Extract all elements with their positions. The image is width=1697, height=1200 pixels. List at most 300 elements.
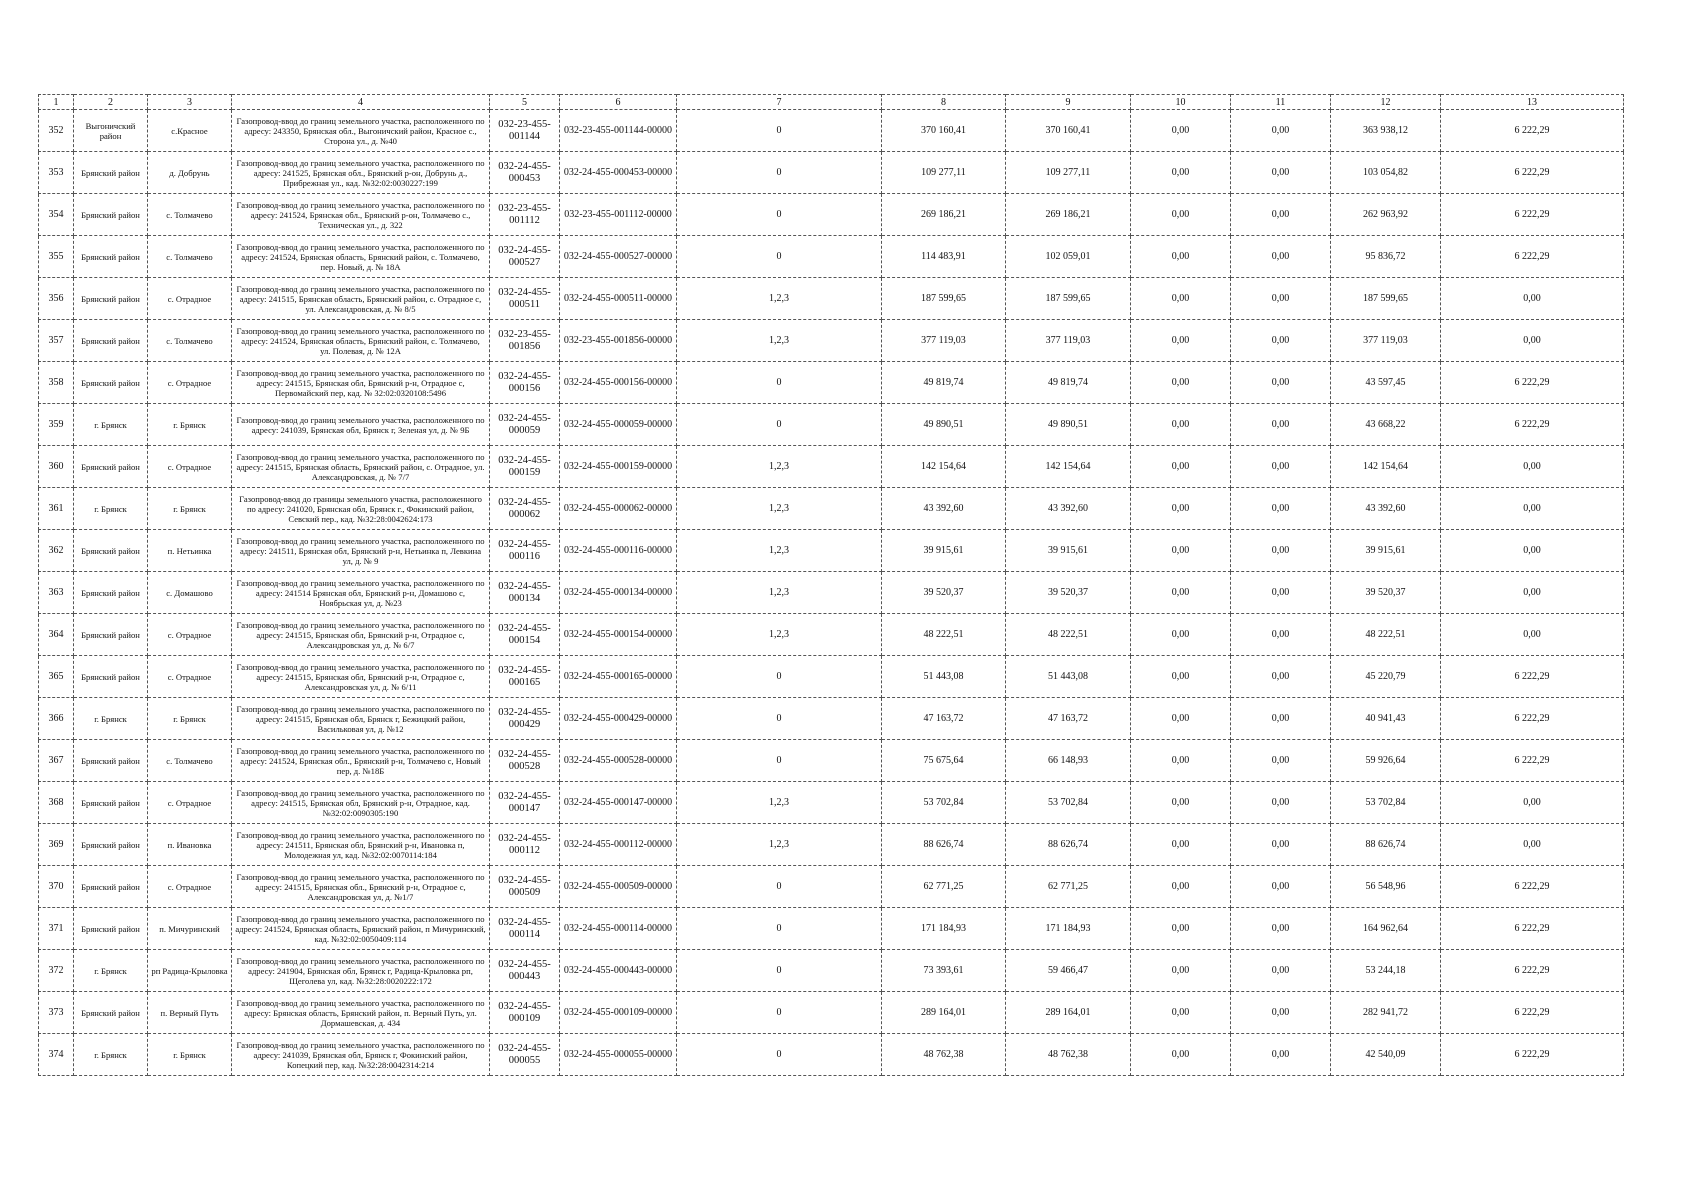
- cell-amount-col13: 6 222,29: [1441, 950, 1624, 992]
- cell-amount-total: 289 164,01: [882, 992, 1006, 1034]
- cell-object-description: Газопровод-ввод до границ земельного участка, расположенного по адресу: 241515, Брянская обл., Брянский р-н, Отрадное с, Александровская ул, д. №1/7: [232, 866, 490, 908]
- cell-settlement: д. Добрунь: [148, 152, 232, 194]
- column-header-4: 4: [232, 95, 490, 110]
- cell-source-code: 0: [677, 362, 882, 404]
- cell-amount-col9: 88 626,74: [1006, 824, 1131, 866]
- cell-row-number: 359: [39, 404, 74, 446]
- cell-amount-col12: 95 836,72: [1331, 236, 1441, 278]
- cell-amount-col12: 187 599,65: [1331, 278, 1441, 320]
- cell-amount-col12: 43 668,22: [1331, 404, 1441, 446]
- cell-amount-col10: 0,00: [1131, 194, 1231, 236]
- cell-settlement: г. Брянск: [148, 698, 232, 740]
- cell-source-code: 1,2,3: [677, 824, 882, 866]
- cell-row-number: 353: [39, 152, 74, 194]
- cell-row-number: 357: [39, 320, 74, 362]
- cell-amount-col10: 0,00: [1131, 950, 1231, 992]
- cell-object-description: Газопровод-ввод до границ земельного участка, расположенного по адресу: 241904, Брянская обл, Брянск г, Радица-Крыловка рп, Щеголева ул, кад. №32:28:0020222:172: [232, 950, 490, 992]
- cell-amount-col10: 0,00: [1131, 278, 1231, 320]
- cell-amount-col11: 0,00: [1231, 782, 1331, 824]
- cell-settlement: с. Отрадное: [148, 614, 232, 656]
- cell-source-code: 0: [677, 992, 882, 1034]
- cell-amount-total: 49 819,74: [882, 362, 1006, 404]
- cell-object-code: 032-24-455-000055: [490, 1034, 560, 1076]
- cell-object-code: 032-24-455-000134: [490, 572, 560, 614]
- cell-amount-col9: 53 702,84: [1006, 782, 1131, 824]
- cell-full-code: 032-24-455-000147-00000: [560, 782, 677, 824]
- cell-amount-col12: 88 626,74: [1331, 824, 1441, 866]
- cell-object-description: Газопровод-ввод до границ земельного участка, расположенного по адресу: 241524, Брянская обл., Брянский р-н, Толмачево с, Новый пер, д. №18Б: [232, 740, 490, 782]
- cell-amount-col10: 0,00: [1131, 572, 1231, 614]
- column-header-5: 5: [490, 95, 560, 110]
- cell-full-code: 032-24-455-000453-00000: [560, 152, 677, 194]
- cell-row-number: 372: [39, 950, 74, 992]
- cell-amount-col11: 0,00: [1231, 236, 1331, 278]
- cell-source-code: 0: [677, 866, 882, 908]
- cell-amount-col11: 0,00: [1231, 320, 1331, 362]
- cell-amount-total: 62 771,25: [882, 866, 1006, 908]
- cell-amount-col11: 0,00: [1231, 446, 1331, 488]
- table-row: [39, 320, 1624, 362]
- cell-row-number: 355: [39, 236, 74, 278]
- cell-row-number: 352: [39, 110, 74, 152]
- cell-amount-col11: 0,00: [1231, 572, 1331, 614]
- cell-object-description: Газопровод-ввод до границ земельного участка, расположенного по адресу: 241515, Брянская обл, Брянский р-н, Отрадное с, Александровская ул, д. № 6/7: [232, 614, 490, 656]
- cell-amount-col11: 0,00: [1231, 110, 1331, 152]
- cell-amount-col12: 39 520,37: [1331, 572, 1441, 614]
- cell-district: г. Брянск: [74, 404, 148, 446]
- cell-source-code: 1,2,3: [677, 446, 882, 488]
- cell-district: Брянский район: [74, 572, 148, 614]
- cell-amount-col10: 0,00: [1131, 698, 1231, 740]
- cell-source-code: 0: [677, 152, 882, 194]
- cell-amount-col9: 48 762,38: [1006, 1034, 1131, 1076]
- cell-amount-col13: 0,00: [1441, 824, 1624, 866]
- cell-object-description: Газопровод-ввод до границ земельного участка, расположенного по адресу: 241515, Брянская область, Брянский район, с. Отрадное с, ул. Александровская, д. № 8/5: [232, 278, 490, 320]
- cell-amount-total: 48 762,38: [882, 1034, 1006, 1076]
- cell-object-description: Газопровод-ввод до границ земельного участка, расположенного по адресу: 241524, Брянская область, Брянский район, п Мичуринский, кад. №32:02:0050409:114: [232, 908, 490, 950]
- cell-full-code: 032-23-455-001856-00000: [560, 320, 677, 362]
- cell-amount-col11: 0,00: [1231, 950, 1331, 992]
- cell-full-code: 032-24-455-000116-00000: [560, 530, 677, 572]
- table-row: [39, 152, 1624, 194]
- cell-settlement: с. Отрадное: [148, 362, 232, 404]
- cell-object-description: Газопровод-ввод до границ земельного участка, расположенного по адресу: 241515, Брянская обл, Брянский р-н, Отрадное с, Первомайский пер, кад. № 32:02:0320108:5496: [232, 362, 490, 404]
- cell-full-code: 032-24-455-000165-00000: [560, 656, 677, 698]
- cell-amount-col11: 0,00: [1231, 866, 1331, 908]
- cell-amount-col10: 0,00: [1131, 866, 1231, 908]
- table-row: [39, 362, 1624, 404]
- cell-settlement: г. Брянск: [148, 404, 232, 446]
- cell-settlement: с. Толмачево: [148, 236, 232, 278]
- column-header-8: 8: [882, 95, 1006, 110]
- cell-settlement: с. Отрадное: [148, 278, 232, 320]
- cell-amount-col11: 0,00: [1231, 278, 1331, 320]
- cell-amount-col11: 0,00: [1231, 698, 1331, 740]
- cell-object-code: 032-24-455-000165: [490, 656, 560, 698]
- cell-object-code: 032-24-455-000156: [490, 362, 560, 404]
- cell-amount-col9: 109 277,11: [1006, 152, 1131, 194]
- cell-amount-col11: 0,00: [1231, 530, 1331, 572]
- gas-pipeline-table: [38, 94, 1624, 1076]
- cell-amount-total: 142 154,64: [882, 446, 1006, 488]
- cell-object-code: 032-23-455-001112: [490, 194, 560, 236]
- cell-object-code: 032-24-455-000527: [490, 236, 560, 278]
- cell-amount-col13: 6 222,29: [1441, 362, 1624, 404]
- cell-amount-col13: 0,00: [1441, 530, 1624, 572]
- cell-amount-col13: 6 222,29: [1441, 866, 1624, 908]
- cell-amount-col13: 0,00: [1441, 488, 1624, 530]
- cell-full-code: 032-24-455-000511-00000: [560, 278, 677, 320]
- cell-amount-col10: 0,00: [1131, 320, 1231, 362]
- cell-district: Брянский район: [74, 446, 148, 488]
- cell-object-code: 032-24-455-000443: [490, 950, 560, 992]
- cell-amount-col10: 0,00: [1131, 614, 1231, 656]
- cell-amount-col11: 0,00: [1231, 404, 1331, 446]
- cell-settlement: г. Брянск: [148, 1034, 232, 1076]
- cell-settlement: с. Толмачево: [148, 740, 232, 782]
- cell-source-code: 1,2,3: [677, 278, 882, 320]
- cell-full-code: 032-24-455-000527-00000: [560, 236, 677, 278]
- cell-source-code: 0: [677, 908, 882, 950]
- cell-amount-col11: 0,00: [1231, 614, 1331, 656]
- table-row: [39, 614, 1624, 656]
- cell-district: Брянский район: [74, 908, 148, 950]
- cell-district: Брянский район: [74, 362, 148, 404]
- cell-amount-col13: 6 222,29: [1441, 698, 1624, 740]
- cell-amount-col9: 48 222,51: [1006, 614, 1131, 656]
- cell-amount-col13: 0,00: [1441, 446, 1624, 488]
- cell-district: Брянский район: [74, 152, 148, 194]
- cell-amount-col9: 66 148,93: [1006, 740, 1131, 782]
- cell-amount-col12: 48 222,51: [1331, 614, 1441, 656]
- cell-row-number: 354: [39, 194, 74, 236]
- cell-amount-col12: 282 941,72: [1331, 992, 1441, 1034]
- cell-object-description: Газопровод-ввод до границ земельного участка, расположенного по адресу: 241511, Брянская обл, Брянский р-н, Нетьинка п, Левкина ул, д. № 9: [232, 530, 490, 572]
- cell-full-code: 032-24-455-000059-00000: [560, 404, 677, 446]
- cell-amount-col9: 269 186,21: [1006, 194, 1131, 236]
- cell-source-code: 1,2,3: [677, 782, 882, 824]
- table-row: [39, 782, 1624, 824]
- cell-settlement: г. Брянск: [148, 488, 232, 530]
- cell-amount-col12: 103 054,82: [1331, 152, 1441, 194]
- table-row: [39, 992, 1624, 1034]
- cell-district: Брянский район: [74, 656, 148, 698]
- cell-district: Брянский район: [74, 866, 148, 908]
- cell-amount-col9: 43 392,60: [1006, 488, 1131, 530]
- cell-amount-col12: 39 915,61: [1331, 530, 1441, 572]
- cell-full-code: 032-24-455-000109-00000: [560, 992, 677, 1034]
- cell-amount-col13: 6 222,29: [1441, 992, 1624, 1034]
- cell-object-description: Газопровод-ввод до границ земельного участка, расположенного по адресу: 241039, Брянская обл, Брянск г, Фокинский район, Копецкий пер, кад. №32:28:0042314:214: [232, 1034, 490, 1076]
- column-header-3: 3: [148, 95, 232, 110]
- cell-object-code: 032-24-455-000112: [490, 824, 560, 866]
- cell-amount-col9: 370 160,41: [1006, 110, 1131, 152]
- cell-source-code: 0: [677, 698, 882, 740]
- column-header-2: 2: [74, 95, 148, 110]
- cell-source-code: 1,2,3: [677, 572, 882, 614]
- cell-full-code: 032-24-455-000528-00000: [560, 740, 677, 782]
- cell-settlement: с. Толмачево: [148, 320, 232, 362]
- cell-amount-col9: 59 466,47: [1006, 950, 1131, 992]
- cell-object-code: 032-24-455-000154: [490, 614, 560, 656]
- cell-row-number: 374: [39, 1034, 74, 1076]
- cell-amount-col9: 51 443,08: [1006, 656, 1131, 698]
- column-header-13: 13: [1441, 95, 1624, 110]
- cell-amount-col13: 6 222,29: [1441, 656, 1624, 698]
- cell-object-code: 032-24-455-000528: [490, 740, 560, 782]
- cell-full-code: 032-24-455-000429-00000: [560, 698, 677, 740]
- cell-source-code: 0: [677, 950, 882, 992]
- cell-object-description: Газопровод-ввод до границ земельного участка, расположенного по адресу: 241511, Брянская обл, Брянский р-н, Ивановка п, Молодежная ул, кад. №32:02:0070114:184: [232, 824, 490, 866]
- cell-district: г. Брянск: [74, 1034, 148, 1076]
- cell-source-code: 0: [677, 236, 882, 278]
- cell-amount-col11: 0,00: [1231, 194, 1331, 236]
- cell-amount-col10: 0,00: [1131, 488, 1231, 530]
- cell-object-description: Газопровод-ввод до границ земельного участка, расположенного по адресу: 241515, Брянская область, Брянский район, с. Отрадное, ул. Александровская, д. № 7/7: [232, 446, 490, 488]
- cell-object-description: Газопровод-ввод до границ земельного участка, расположенного по адресу: 241515, Брянская обл, Брянский р-н, Отрадное с, Александровская ул, д. № 6/11: [232, 656, 490, 698]
- cell-source-code: 1,2,3: [677, 320, 882, 362]
- cell-full-code: 032-24-455-000509-00000: [560, 866, 677, 908]
- cell-amount-col10: 0,00: [1131, 110, 1231, 152]
- cell-amount-col13: 6 222,29: [1441, 908, 1624, 950]
- table-row: [39, 698, 1624, 740]
- cell-amount-total: 47 163,72: [882, 698, 1006, 740]
- cell-amount-col9: 377 119,03: [1006, 320, 1131, 362]
- cell-amount-col10: 0,00: [1131, 908, 1231, 950]
- cell-amount-col13: 0,00: [1441, 614, 1624, 656]
- cell-full-code: 032-24-455-000134-00000: [560, 572, 677, 614]
- cell-amount-total: 39 915,61: [882, 530, 1006, 572]
- cell-amount-total: 75 675,64: [882, 740, 1006, 782]
- cell-amount-col10: 0,00: [1131, 236, 1231, 278]
- cell-settlement: с. Отрадное: [148, 656, 232, 698]
- column-header-11: 11: [1231, 95, 1331, 110]
- cell-full-code: 032-24-455-000112-00000: [560, 824, 677, 866]
- cell-settlement: рп Радица-Крыловка: [148, 950, 232, 992]
- column-header-10: 10: [1131, 95, 1231, 110]
- cell-row-number: 358: [39, 362, 74, 404]
- cell-row-number: 371: [39, 908, 74, 950]
- cell-row-number: 363: [39, 572, 74, 614]
- cell-amount-col10: 0,00: [1131, 1034, 1231, 1076]
- cell-row-number: 361: [39, 488, 74, 530]
- cell-row-number: 369: [39, 824, 74, 866]
- cell-amount-col10: 0,00: [1131, 656, 1231, 698]
- cell-settlement: п. Нетьинка: [148, 530, 232, 572]
- cell-amount-col11: 0,00: [1231, 488, 1331, 530]
- cell-amount-total: 43 392,60: [882, 488, 1006, 530]
- table-row: [39, 908, 1624, 950]
- cell-amount-total: 51 443,08: [882, 656, 1006, 698]
- table-row: [39, 866, 1624, 908]
- cell-amount-total: 269 186,21: [882, 194, 1006, 236]
- cell-amount-col12: 53 702,84: [1331, 782, 1441, 824]
- cell-amount-total: 39 520,37: [882, 572, 1006, 614]
- cell-settlement: п. Мичуринский: [148, 908, 232, 950]
- cell-district: Брянский район: [74, 824, 148, 866]
- cell-amount-total: 109 277,11: [882, 152, 1006, 194]
- cell-amount-col11: 0,00: [1231, 1034, 1331, 1076]
- cell-object-code: 032-24-455-000062: [490, 488, 560, 530]
- cell-amount-total: 114 483,91: [882, 236, 1006, 278]
- cell-row-number: 370: [39, 866, 74, 908]
- cell-amount-col12: 262 963,92: [1331, 194, 1441, 236]
- cell-settlement: с. Толмачево: [148, 194, 232, 236]
- cell-object-code: 032-24-455-000511: [490, 278, 560, 320]
- cell-district: Брянский район: [74, 278, 148, 320]
- cell-source-code: 0: [677, 404, 882, 446]
- cell-amount-col13: 0,00: [1441, 782, 1624, 824]
- document-sheet: [38, 94, 1623, 1076]
- cell-amount-col11: 0,00: [1231, 152, 1331, 194]
- cell-district: Выгоничский район: [74, 110, 148, 152]
- cell-amount-col12: 45 220,79: [1331, 656, 1441, 698]
- cell-row-number: 367: [39, 740, 74, 782]
- cell-amount-total: 370 160,41: [882, 110, 1006, 152]
- cell-object-description: Газопровод-ввод до границ земельного участка, расположенного по адресу: Брянская область, Брянский район, п. Верный Путь, ул. Дормашевская, д. 434: [232, 992, 490, 1034]
- cell-amount-col13: 6 222,29: [1441, 404, 1624, 446]
- cell-settlement: с.Красное: [148, 110, 232, 152]
- cell-source-code: 0: [677, 656, 882, 698]
- cell-object-description: Газопровод-ввод до границ земельного участка, расположенного по адресу: 241515, Брянская обл, Брянск г, Бежицкий район, Васильковая ул, д. №12: [232, 698, 490, 740]
- column-header-7: 7: [677, 95, 882, 110]
- cell-row-number: 364: [39, 614, 74, 656]
- cell-object-description: Газопровод-ввод до границ земельного участка, расположенного по адресу: 241525, Брянская обл., Брянский р-он, Добрунь д., Прибрежная ул., кад. №32:02:0030227:199: [232, 152, 490, 194]
- cell-amount-col9: 102 059,01: [1006, 236, 1131, 278]
- table-row: [39, 950, 1624, 992]
- cell-row-number: 360: [39, 446, 74, 488]
- cell-amount-col11: 0,00: [1231, 824, 1331, 866]
- cell-amount-col10: 0,00: [1131, 530, 1231, 572]
- table-row: [39, 194, 1624, 236]
- cell-amount-col9: 289 164,01: [1006, 992, 1131, 1034]
- cell-full-code: 032-23-455-001112-00000: [560, 194, 677, 236]
- cell-amount-col9: 187 599,65: [1006, 278, 1131, 320]
- cell-object-code: 032-23-455-001856: [490, 320, 560, 362]
- cell-object-code: 032-24-455-000159: [490, 446, 560, 488]
- cell-district: г. Брянск: [74, 950, 148, 992]
- cell-district: Брянский район: [74, 782, 148, 824]
- cell-row-number: 365: [39, 656, 74, 698]
- column-header-6: 6: [560, 95, 677, 110]
- cell-amount-col9: 39 915,61: [1006, 530, 1131, 572]
- cell-object-code: 032-24-455-000109: [490, 992, 560, 1034]
- cell-amount-total: 171 184,93: [882, 908, 1006, 950]
- table-row: [39, 572, 1624, 614]
- cell-amount-col10: 0,00: [1131, 362, 1231, 404]
- cell-amount-col12: 164 962,64: [1331, 908, 1441, 950]
- cell-object-code: 032-24-455-000114: [490, 908, 560, 950]
- cell-object-description: Газопровод-ввод до границ земельного участка, расположенного по адресу: 241524, Брянская область, Брянский район, с. Толмачево, ул. Полевая, д. № 12А: [232, 320, 490, 362]
- cell-amount-col10: 0,00: [1131, 152, 1231, 194]
- cell-district: Брянский район: [74, 320, 148, 362]
- cell-amount-col11: 0,00: [1231, 992, 1331, 1034]
- cell-amount-col12: 377 119,03: [1331, 320, 1441, 362]
- cell-amount-col11: 0,00: [1231, 908, 1331, 950]
- table-row: [39, 740, 1624, 782]
- cell-object-description: Газопровод-ввод до границ земельного участка, расположенного по адресу: 241524, Брянская обл., Брянский р-он, Толмачево с., Техническая ул., д. 322: [232, 194, 490, 236]
- cell-district: Брянский район: [74, 236, 148, 278]
- cell-amount-col9: 49 890,51: [1006, 404, 1131, 446]
- cell-amount-col12: 53 244,18: [1331, 950, 1441, 992]
- cell-amount-col10: 0,00: [1131, 824, 1231, 866]
- table-row: [39, 1034, 1624, 1076]
- table-row: [39, 824, 1624, 866]
- cell-amount-col13: 6 222,29: [1441, 194, 1624, 236]
- cell-district: Брянский район: [74, 740, 148, 782]
- cell-source-code: 1,2,3: [677, 614, 882, 656]
- cell-object-description: Газопровод-ввод до границ земельного участка, расположенного по адресу: 241039, Брянская обл, Брянск г, Зеленая ул, д. № 9Б: [232, 404, 490, 446]
- table-row: [39, 278, 1624, 320]
- cell-source-code: 1,2,3: [677, 530, 882, 572]
- cell-object-description: Газопровод-ввод до границ земельного участка, расположенного по адресу: 241524, Брянская область, Брянский район, с. Толмачево, пер. Новый, д. № 18А: [232, 236, 490, 278]
- cell-object-code: 032-24-455-000059: [490, 404, 560, 446]
- cell-object-code: 032-24-455-000453: [490, 152, 560, 194]
- cell-full-code: 032-24-455-000443-00000: [560, 950, 677, 992]
- cell-settlement: с. Отрадное: [148, 866, 232, 908]
- cell-amount-col13: 6 222,29: [1441, 236, 1624, 278]
- cell-amount-col11: 0,00: [1231, 362, 1331, 404]
- cell-amount-col10: 0,00: [1131, 740, 1231, 782]
- cell-amount-total: 187 599,65: [882, 278, 1006, 320]
- cell-amount-col10: 0,00: [1131, 992, 1231, 1034]
- cell-amount-col12: 363 938,12: [1331, 110, 1441, 152]
- cell-full-code: 032-24-455-000156-00000: [560, 362, 677, 404]
- cell-source-code: 0: [677, 740, 882, 782]
- cell-amount-col9: 171 184,93: [1006, 908, 1131, 950]
- table-row: [39, 236, 1624, 278]
- cell-amount-total: 73 393,61: [882, 950, 1006, 992]
- column-header-12: 12: [1331, 95, 1441, 110]
- cell-full-code: 032-23-455-001144-00000: [560, 110, 677, 152]
- table-row: [39, 446, 1624, 488]
- cell-object-description: Газопровод-ввод до границ земельного участка, расположенного по адресу: 241515, Брянская обл, Брянский р-н, Отрадное, кад. №32:02:0090305:190: [232, 782, 490, 824]
- cell-amount-col12: 43 392,60: [1331, 488, 1441, 530]
- cell-amount-col12: 42 540,09: [1331, 1034, 1441, 1076]
- cell-full-code: 032-24-455-000154-00000: [560, 614, 677, 656]
- cell-amount-col9: 39 520,37: [1006, 572, 1131, 614]
- cell-district: г. Брянск: [74, 488, 148, 530]
- cell-amount-col13: 6 222,29: [1441, 110, 1624, 152]
- table-row: [39, 530, 1624, 572]
- cell-object-code: 032-24-455-000116: [490, 530, 560, 572]
- cell-amount-col12: 40 941,43: [1331, 698, 1441, 740]
- column-header-9: 9: [1006, 95, 1131, 110]
- cell-amount-col12: 56 548,96: [1331, 866, 1441, 908]
- cell-full-code: 032-24-455-000159-00000: [560, 446, 677, 488]
- column-header-1: 1: [39, 95, 74, 110]
- cell-amount-col12: 142 154,64: [1331, 446, 1441, 488]
- cell-district: Брянский район: [74, 194, 148, 236]
- cell-amount-col10: 0,00: [1131, 404, 1231, 446]
- cell-object-description: Газопровод-ввод до границ земельного участка, расположенного по адресу: 243350, Брянская обл., Выгоничский район, Красное с., Сторона ул., д. №40: [232, 110, 490, 152]
- cell-settlement: с. Домашово: [148, 572, 232, 614]
- cell-amount-col9: 49 819,74: [1006, 362, 1131, 404]
- cell-district: г. Брянск: [74, 698, 148, 740]
- cell-amount-col11: 0,00: [1231, 740, 1331, 782]
- cell-full-code: 032-24-455-000114-00000: [560, 908, 677, 950]
- cell-source-code: 0: [677, 194, 882, 236]
- cell-object-code: 032-24-455-000429: [490, 698, 560, 740]
- table-body: [39, 110, 1624, 1076]
- cell-amount-col13: 0,00: [1441, 320, 1624, 362]
- cell-source-code: 1,2,3: [677, 488, 882, 530]
- cell-district: Брянский район: [74, 614, 148, 656]
- cell-amount-col10: 0,00: [1131, 446, 1231, 488]
- cell-amount-col13: 0,00: [1441, 572, 1624, 614]
- cell-amount-col11: 0,00: [1231, 656, 1331, 698]
- cell-amount-total: 53 702,84: [882, 782, 1006, 824]
